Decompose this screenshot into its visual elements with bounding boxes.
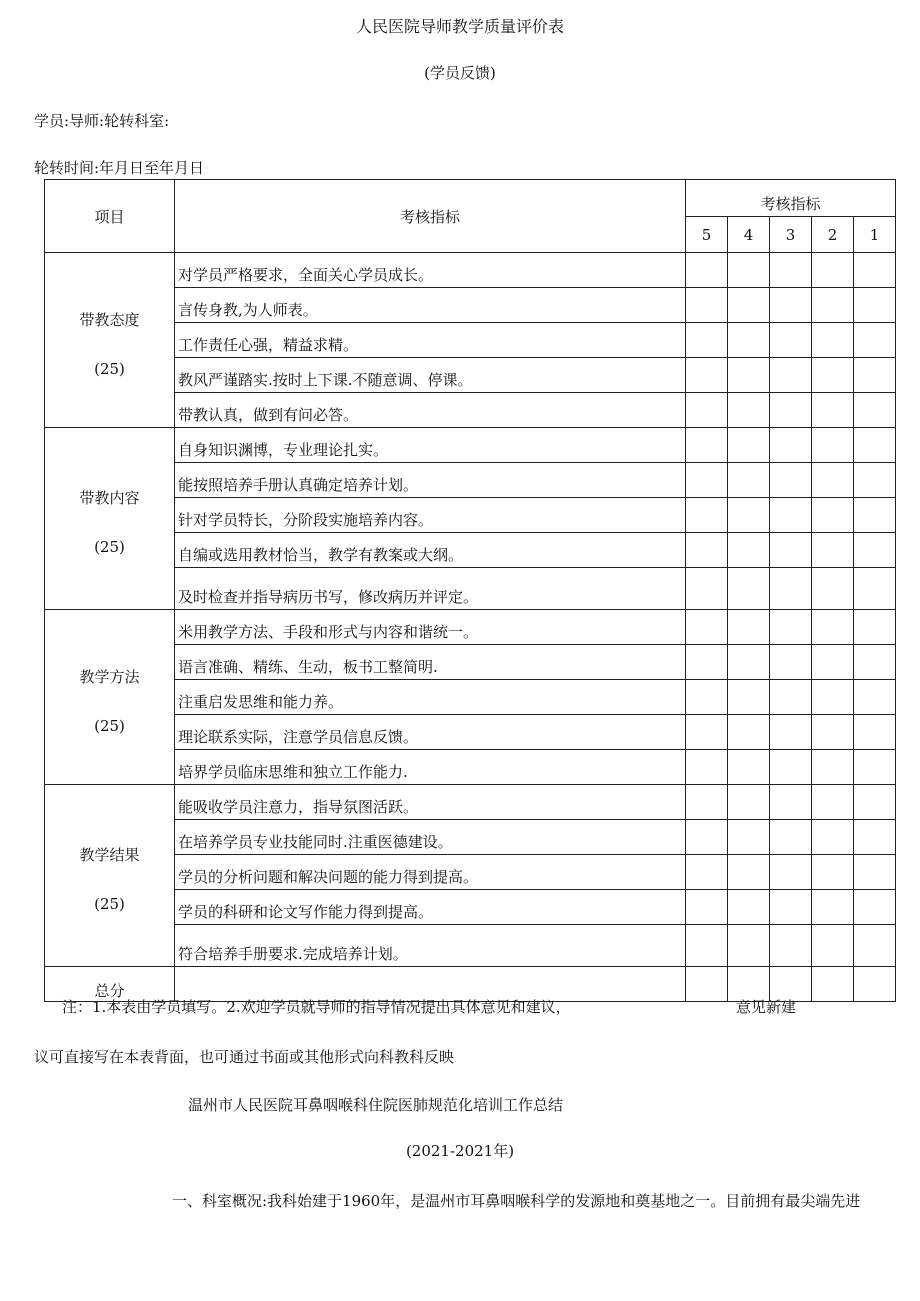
score-header-4: 4: [728, 217, 770, 253]
score-cell[interactable]: [854, 253, 896, 288]
score-cell[interactable]: [854, 890, 896, 925]
score-cell[interactable]: [770, 288, 812, 323]
score-cell[interactable]: [686, 393, 728, 428]
score-cell[interactable]: [812, 820, 854, 855]
score-cell[interactable]: [728, 463, 770, 498]
criterion-text: 工作责任心强，精益求精。: [175, 323, 686, 358]
trainee-info-line: 学员:导师:轮转科室:: [34, 112, 170, 130]
score-cell[interactable]: [812, 498, 854, 533]
criterion-text: 注重启发思维和能力养。: [175, 680, 686, 715]
score-cell[interactable]: [728, 358, 770, 393]
score-cell[interactable]: [686, 645, 728, 680]
criterion-text: 语言准确、精练、生动，板书工整简明.: [175, 645, 686, 680]
score-cell[interactable]: [686, 890, 728, 925]
category-points: (25): [94, 895, 125, 913]
score-cell[interactable]: [686, 715, 728, 750]
score-cell[interactable]: [854, 568, 896, 610]
score-header-2: 2: [812, 217, 854, 253]
score-cell[interactable]: [686, 568, 728, 610]
score-cell[interactable]: [854, 610, 896, 645]
score-cell[interactable]: [770, 568, 812, 610]
score-cell[interactable]: [854, 323, 896, 358]
form-title: 人民医院导师教学质量评价表: [355, 17, 564, 36]
criterion-text: 理论联系实际，注意学员信息反馈。: [175, 715, 686, 750]
score-cell[interactable]: [770, 498, 812, 533]
criterion-text: 自身知识渊博，专业理论扎实。: [175, 428, 686, 463]
category-name: 带教内容: [79, 489, 140, 507]
score-cell[interactable]: [812, 680, 854, 715]
score-cell[interactable]: [770, 750, 812, 785]
score-header-1: 1: [854, 217, 896, 253]
category-points: (25): [94, 359, 125, 378]
score-cell[interactable]: [770, 358, 812, 393]
score-cell[interactable]: [728, 393, 770, 428]
score-cell[interactable]: [728, 820, 770, 855]
score-cell[interactable]: [770, 785, 812, 820]
criterion-text: 学员的科研和论文写作能力得到提高。: [175, 890, 686, 925]
score-cell[interactable]: [812, 533, 854, 568]
criterion-text: 言传身教,为人师表。: [175, 288, 686, 323]
criterion-text: 自编或选用教材恰当，教学有教案或大纲。: [175, 533, 686, 568]
score-cell[interactable]: [686, 358, 728, 393]
score-cell[interactable]: [854, 533, 896, 568]
criterion-text: 针对学员特长，分阶段实施培养内容。: [175, 498, 686, 533]
score-cell[interactable]: [728, 925, 770, 967]
header-item: 项目: [45, 180, 175, 253]
score-cell[interactable]: [812, 715, 854, 750]
score-cell[interactable]: [854, 463, 896, 498]
score-cell[interactable]: [854, 750, 896, 785]
score-cell[interactable]: [728, 288, 770, 323]
table-row: [45, 610, 896, 645]
criterion-text: 培界学员临床思维和独立工作能力.: [175, 750, 686, 785]
criterion-text: 对学员严格要求，全面关心学员成长。: [175, 253, 686, 288]
total-label: 总分: [45, 967, 175, 1002]
score-cell[interactable]: [686, 925, 728, 967]
score-cell[interactable]: [728, 750, 770, 785]
total-score-cell[interactable]: [686, 967, 728, 1002]
score-cell[interactable]: [686, 323, 728, 358]
score-cell[interactable]: [728, 785, 770, 820]
score-cell[interactable]: [854, 855, 896, 890]
note-line-2: 议可直接写在本表背面，也可通过书面或其他形式向科教科反映: [34, 1048, 455, 1066]
score-cell[interactable]: [686, 855, 728, 890]
score-cell[interactable]: [770, 680, 812, 715]
score-cell[interactable]: [686, 820, 728, 855]
score-cell[interactable]: [770, 463, 812, 498]
score-cell[interactable]: [728, 323, 770, 358]
evaluation-table: [44, 179, 896, 1002]
score-cell[interactable]: [686, 253, 728, 288]
score-cell[interactable]: [686, 680, 728, 715]
form-subtitle: (学员反馈): [424, 64, 496, 82]
criterion-text: 带教认真，做到有问必答。: [175, 393, 686, 428]
score-cell[interactable]: [770, 890, 812, 925]
score-cell[interactable]: [770, 533, 812, 568]
score-cell[interactable]: [728, 568, 770, 610]
score-cell[interactable]: [812, 428, 854, 463]
category-points: (25): [94, 538, 125, 556]
criterion-text: 米用教学方法、手段和形式与内容和谐统一。: [175, 610, 686, 645]
score-cell[interactable]: [854, 428, 896, 463]
summary-year: (2021-2021年): [405, 1142, 515, 1160]
criterion-text: 学员的分析问题和解决问题的能力得到提高。: [175, 855, 686, 890]
score-cell[interactable]: [686, 463, 728, 498]
score-cell[interactable]: [812, 785, 854, 820]
table-row: [45, 253, 896, 288]
score-cell[interactable]: [854, 498, 896, 533]
score-cell[interactable]: [770, 610, 812, 645]
score-cell[interactable]: [728, 680, 770, 715]
score-cell[interactable]: [812, 750, 854, 785]
category-cell: [45, 785, 175, 967]
header-scores: 考核指标: [686, 180, 896, 217]
score-cell[interactable]: [770, 855, 812, 890]
score-cell[interactable]: [728, 428, 770, 463]
table-row: [45, 785, 896, 820]
score-cell[interactable]: [686, 428, 728, 463]
category-points: (25): [94, 716, 125, 735]
score-cell[interactable]: [728, 645, 770, 680]
score-cell[interactable]: [770, 820, 812, 855]
criterion-text: 在培养学员专业技能同时.注重医德建设。: [175, 820, 686, 855]
score-cell[interactable]: [686, 498, 728, 533]
score-cell[interactable]: [812, 925, 854, 967]
score-header-3: 3: [770, 217, 812, 253]
score-cell[interactable]: [854, 715, 896, 750]
score-cell[interactable]: [854, 925, 896, 967]
score-cell[interactable]: [812, 463, 854, 498]
score-cell[interactable]: [728, 253, 770, 288]
rotation-time-line: 轮转时间:年月日至年月日: [34, 159, 205, 177]
score-cell[interactable]: [812, 890, 854, 925]
score-cell[interactable]: [854, 288, 896, 323]
category-cell: [45, 610, 175, 785]
score-cell[interactable]: [812, 855, 854, 890]
score-cell[interactable]: [770, 323, 812, 358]
score-cell[interactable]: [812, 358, 854, 393]
summary-title: 温州市人民医院耳鼻咽喉科住院医肺规范化培训工作总结: [188, 1096, 564, 1114]
score-cell[interactable]: [728, 890, 770, 925]
criterion-text: 符合培养手册要求.完成培养计划。: [175, 925, 686, 967]
score-cell[interactable]: [728, 498, 770, 533]
score-cell[interactable]: [770, 715, 812, 750]
score-cell[interactable]: [686, 610, 728, 645]
score-cell[interactable]: [812, 568, 854, 610]
score-cell[interactable]: [728, 533, 770, 568]
score-cell[interactable]: [686, 288, 728, 323]
note-line-1: 注：1.本表由学员填写。2.欢迎学员就导师的指导情况提出具体意见和建议，: [62, 998, 571, 1016]
score-cell[interactable]: [770, 428, 812, 463]
score-cell[interactable]: [770, 253, 812, 288]
score-cell[interactable]: [770, 393, 812, 428]
score-cell[interactable]: [728, 855, 770, 890]
table-row: [45, 428, 896, 463]
category-name: 教学结果: [79, 846, 140, 864]
score-cell[interactable]: [812, 610, 854, 645]
score-cell[interactable]: [812, 323, 854, 358]
criterion-text: 能按照培养手册认真确定培养计划。: [175, 463, 686, 498]
score-cell[interactable]: [686, 750, 728, 785]
score-cell[interactable]: [812, 288, 854, 323]
note-line-1-tail: 意见新建: [736, 998, 797, 1016]
score-cell[interactable]: [854, 358, 896, 393]
score-cell[interactable]: [770, 645, 812, 680]
score-cell[interactable]: [812, 253, 854, 288]
score-cell[interactable]: [854, 680, 896, 715]
score-header-5: 5: [686, 217, 728, 253]
score-cell[interactable]: [854, 785, 896, 820]
category-cell: [45, 253, 175, 428]
summary-paragraph: 一、科室概况:我科始建于1960年，是温州市耳鼻咽喉科学的发源地和奠基地之一。目前拥有最尖端先进: [172, 1192, 861, 1210]
header-criteria: 考核指标: [175, 180, 686, 253]
category-name: 带教态度: [79, 310, 140, 329]
total-score-cell[interactable]: [854, 967, 896, 1002]
criterion-text: 能吸收学员注意力，指导氛图活跃。: [175, 785, 686, 820]
category-cell: [45, 428, 175, 610]
score-cell[interactable]: [854, 820, 896, 855]
score-cell[interactable]: [728, 715, 770, 750]
score-cell[interactable]: [854, 645, 896, 680]
score-cell[interactable]: [686, 785, 728, 820]
score-cell[interactable]: [686, 533, 728, 568]
criterion-text: 及时检查并指导病历书写，修改病历并评定。: [175, 568, 686, 610]
score-cell[interactable]: [812, 393, 854, 428]
total-score-cell[interactable]: [812, 967, 854, 1002]
score-cell[interactable]: [728, 610, 770, 645]
category-name: 教学方法: [79, 667, 140, 686]
score-cell[interactable]: [770, 925, 812, 967]
score-cell[interactable]: [854, 393, 896, 428]
criterion-text: 教风严谨踏实.按时上下课.不随意调、停课。: [175, 358, 686, 393]
score-cell[interactable]: [812, 645, 854, 680]
